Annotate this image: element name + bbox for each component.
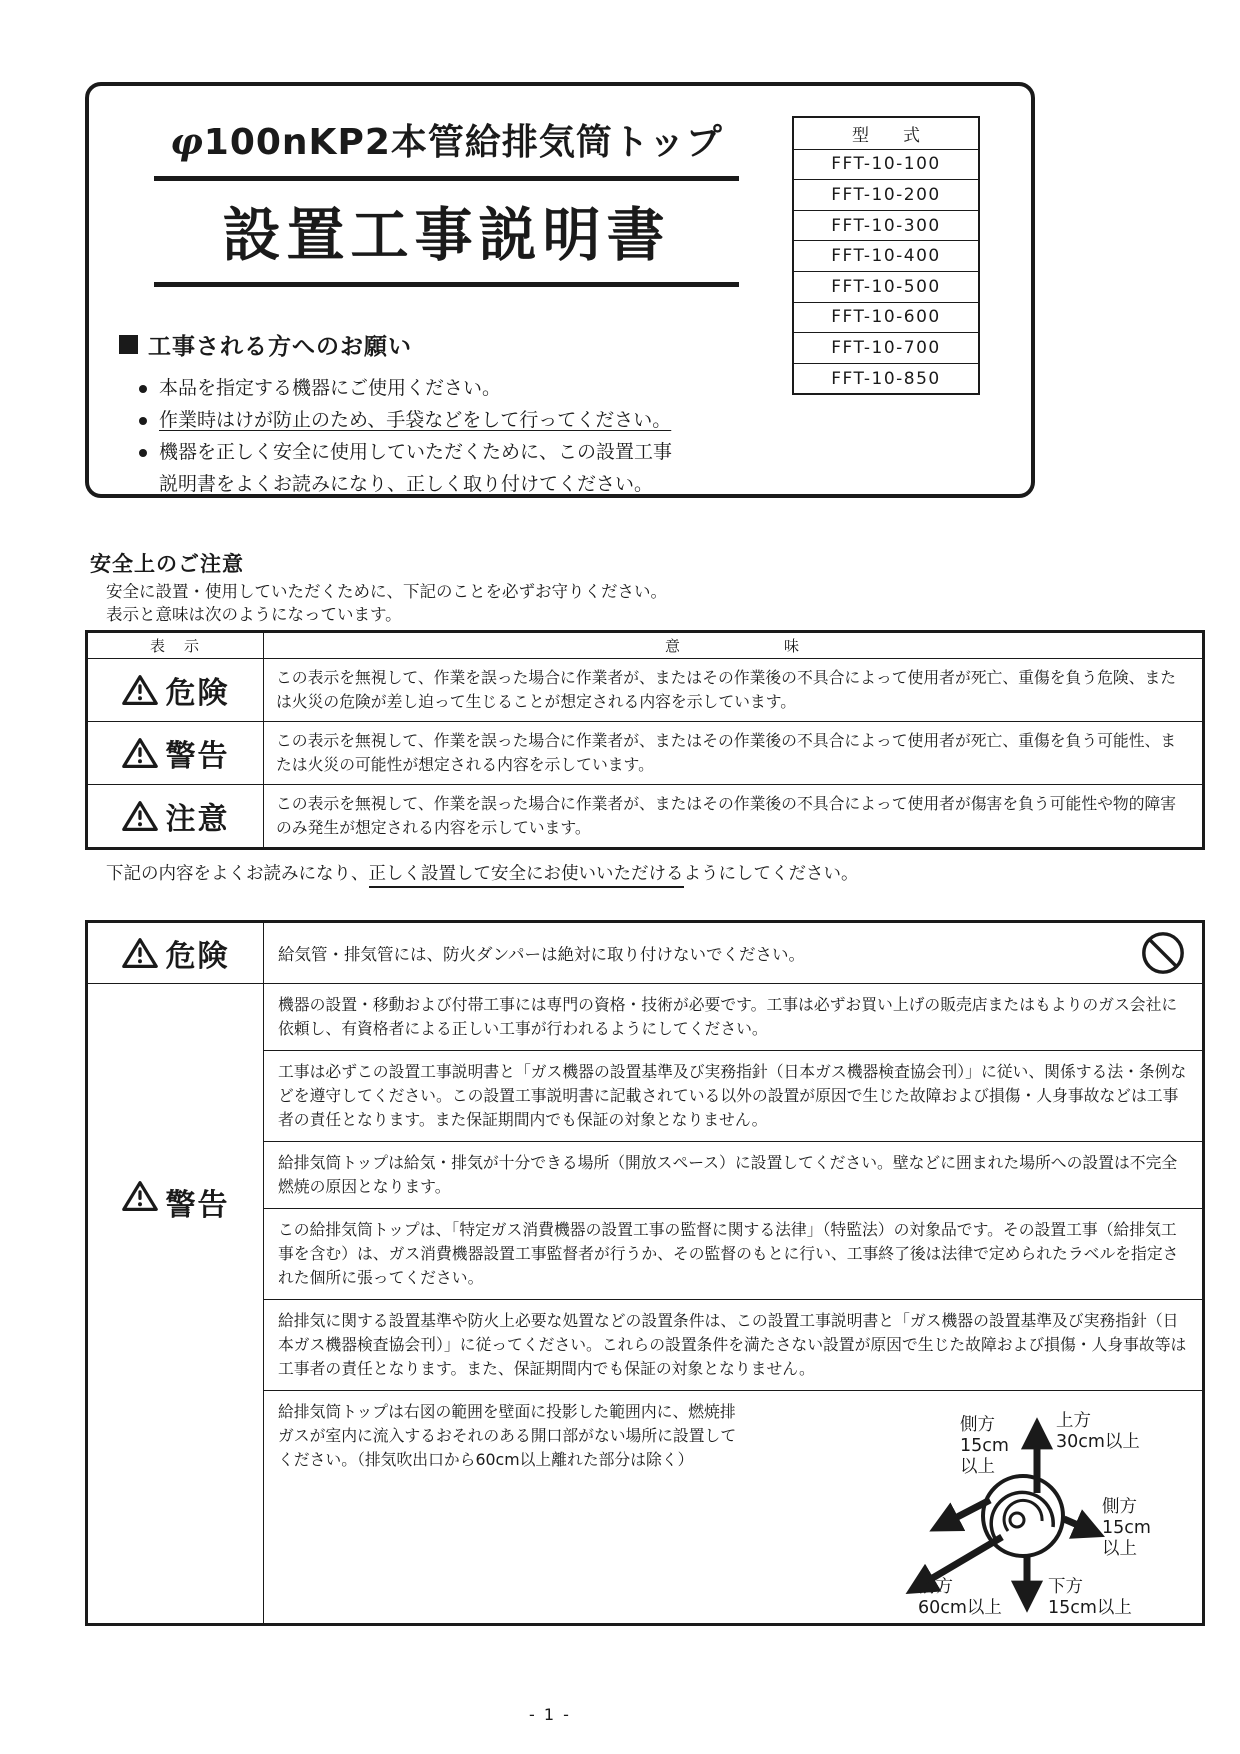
main-instruction-table [85, 920, 1205, 1626]
legend-danger-text: この表示を無視して、作業を誤った場合に作業者が、またはその作業後の不具合によって使用者が死亡、重傷を負う危険、または火災の危険が差し迫って生じることが想定される内容を示しています。 [276, 668, 1177, 711]
safety-intro-line-1: 安全に設置・使用していただくために、下記のことを必ずお守りください。 [106, 582, 667, 601]
danger-text: 給気管・排気管には、防火ダンパーは絶対に取り付けないでください。 [278, 945, 806, 964]
model-row: FFT-10-500 [794, 271, 978, 302]
product-title-phi: φ [170, 121, 204, 163]
doc-title: 設置工事説明書 [222, 201, 671, 269]
clearance-label-up: 上方 30cm以上 [1056, 1411, 1140, 1452]
legend-warning-label: 警告 [165, 739, 230, 774]
request-heading-row [119, 328, 412, 361]
notice-underlined: 正しく設置して安全にお使いいただける [369, 864, 684, 888]
warning-triangle-icon [122, 737, 158, 769]
title-rule-bottom [154, 282, 739, 287]
legend-header-meaning: 意 味 [664, 637, 801, 655]
danger-row [88, 923, 1202, 983]
title-rule-top [154, 176, 739, 181]
product-title [154, 114, 739, 165]
warning-triangle-icon [122, 1180, 158, 1212]
notice-prefix: 下記の内容をよくお読みになり、 [106, 864, 369, 884]
legend-caution-text: この表示を無視して、作業を誤った場合に作業者が、またはその作業後の不具合によって使用者が傷害を負う可能性や物的障害のみ発生が想定される内容を示しています。 [276, 794, 1177, 837]
model-table [792, 116, 980, 395]
model-row: FFT-10-300 [794, 210, 978, 241]
page-number: - 1 - [529, 1705, 571, 1724]
legend-row-caution [88, 784, 1202, 847]
request-bullet-1: 本品を指定する機器にご使用ください。 [137, 372, 677, 404]
legend-row-danger [88, 658, 1202, 721]
notice-suffix: ようにしてください。 [683, 864, 859, 884]
warning-paragraph-2: 工事は必ずこの設置工事説明書と「ガス機器の設置基準及び実務指針（日本ガス機器検査協会刊）」に従い、関係する法・条例などを遵守してください。この設置工事説明書に記載されている以外の設置が原因で生じた故障および損傷・人身事故などは工事者の責任となります。また保証期間内でも保証の対象となりません。 [264, 1050, 1202, 1141]
model-row: FFT-10-400 [794, 240, 978, 271]
warning-paragraph-4: この給排気筒トップは、「特定ガス消費機器の設置工事の監督に関する法律」（特監法）の対象品です。その設置工事（給排気工事を含む）は、ガス消費機器設置工事監督者が行うか、その監督のもとに行い、工事終了後は法律で定められたラベルを指定された個所に張ってください。 [264, 1208, 1202, 1299]
prohibition-icon [1140, 930, 1186, 976]
safety-heading: 安全上のご注意 [90, 552, 244, 576]
safety-intro-line-2: 表示と意味は次のようになっています。 [106, 605, 402, 624]
model-table-header: 型 式 [852, 125, 920, 146]
header-panel [85, 82, 1035, 498]
warning-paragraph-3: 給排気筒トップは給気・排気が十分できる場所（開放スペース）に設置してください。壁などに囲まれた場所への設置は不完全燃焼の原因となります。 [264, 1141, 1202, 1208]
model-row: FFT-10-850 [794, 363, 978, 394]
legend-header-display: 表 示 [88, 633, 264, 658]
clearance-label-down: 下方 15cm以上 [1048, 1577, 1132, 1618]
model-row: FFT-10-600 [794, 302, 978, 333]
warning-paragraph-6 [264, 1390, 1202, 1623]
legend-table [85, 630, 1205, 850]
clearance-diagram [896, 1397, 1198, 1621]
legend-header-row [88, 633, 1202, 658]
warning-paragraph-6-text: 給排気筒トップは右図の範囲を壁面に投影した範囲内に、燃焼排ガスが室内に流入するおそれのある開口部がない場所に設置してください。（排気吹出口から60cm以上離れた部分は除く） [278, 1402, 737, 1469]
model-row: FFT-10-100 [794, 149, 978, 180]
model-row: FFT-10-200 [794, 179, 978, 210]
notice-line [106, 860, 859, 885]
safety-intro [106, 580, 667, 626]
request-heading: 工事される方へのお願い [148, 334, 412, 360]
section-marker-square-icon [119, 335, 138, 354]
request-bullet-3: 機器を正しく安全に使用していただくために、この設置工事説明書をよくお読みになり、正しく取り付けてください。 [137, 436, 677, 500]
legend-caution-label: 注意 [165, 802, 230, 837]
request-bullet-list [137, 372, 677, 500]
warning-triangle-icon [122, 800, 158, 832]
warning-row [88, 983, 1202, 1623]
warning-label: 警告 [165, 1188, 230, 1223]
warning-paragraph-1: 機器の設置・移動および付帯工事には専門の資格・技術が必要です。工事は必ずお買い上げの販売店またはもよりのガス会社に依頼し、有資格者による正しい工事が行われるようにしてください。 [278, 995, 1178, 1038]
clearance-label-side-upper: 側方 15cm 以上 [960, 1415, 1009, 1477]
clearance-label-front: 前方 60cm以上 [918, 1577, 1002, 1618]
model-row: FFT-10-700 [794, 332, 978, 363]
legend-row-warning [88, 721, 1202, 784]
warning-paragraphs [264, 984, 1202, 1623]
legend-warning-text: この表示を無視して、作業を誤った場合に作業者が、またはその作業後の不具合によって使用者が死亡、重傷を負う可能性、または火災の可能性が想定される内容を示しています。 [276, 731, 1177, 774]
product-title-text: 100nKP2本管給排気筒トップ [203, 122, 723, 163]
warning-triangle-icon [122, 674, 158, 706]
clearance-label-side-right: 側方 15cm 以上 [1102, 1497, 1151, 1559]
warning-paragraph-5: 給排気に関する設置基準や防火上必要な処置などの設置条件は、この設置工事説明書と「ガス機器の設置基準及び実務指針（日本ガス機器検査協会刊）」に従ってください。これらの設置条件を満たさない設置が原因で生じた故障および損傷・人身事故等は工事者の責任となります。また、保証期間内でも保証の対象となりません。 [264, 1299, 1202, 1390]
request-bullet-2: 作業時はけが防止のため、手袋などをして行ってください。 [137, 404, 677, 436]
warning-triangle-icon [122, 937, 158, 969]
danger-label: 危険 [165, 939, 230, 974]
legend-danger-label: 危険 [165, 676, 230, 711]
